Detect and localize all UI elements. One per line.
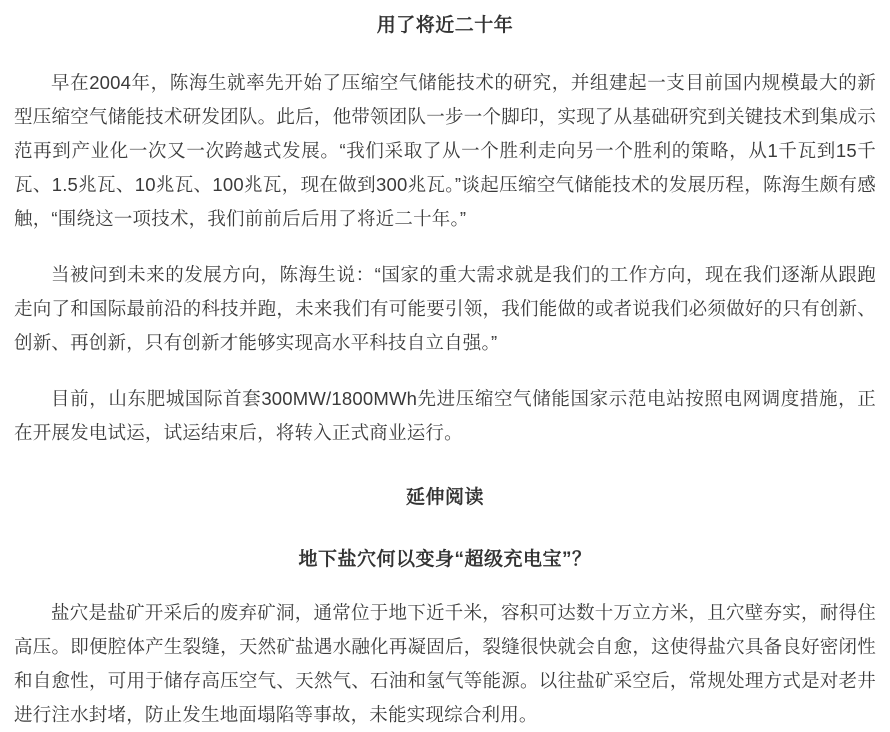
article-paragraph: 当被问到未来的发展方向，陈海生说：“国家的重大需求就是我们的工作方向，现在我们逐渐从跟跑走向了和国际最前沿的科技并跑，未来我们有可能要引领，我们能做的或者说我们必须做好的只有创新、创新、再创新，只有创新才能够实现高水平科技自立自强。” [14,264,876,353]
article-page [0,12,890,725]
spacer [14,360,876,382]
page-title: 用了将近二十年 [376,15,514,36]
article-paragraph: 盐穴是盐矿开采后的废弃矿洞，通常位于地下近千米，容积可达数十万立方米，且穴壁夯实，耐得住高压。即便腔体产生裂缝，天然矿盐遇水融化再凝固后，裂缝很快就会自愈，这使得盐穴具备良好密闭性和自愈性，可用于储存高压空气、天然气、石油和氢气等能源。以往盐矿采空后，常规处理方式是对老井进行注水封堵，防止发生地面塌陷等事故，未能实现综合利用。 [14,602,876,725]
extended-reading-heading: 延伸阅读 [405,487,484,508]
article-paragraph: 早在2004年，陈海生就率先开始了压缩空气储能技术的研究，并组建起一支目前国内规模最大的新型压缩空气储能技术研发团队。此后，他带领团队一步一个脚印，实现了从基础研究到关键技术到集成示范再到产业化一次又一次跨越式发展。“我们采取了从一个胜利走向另一个胜利的策略，从1千瓦到15千瓦、1.5兆瓦、10兆瓦、100兆瓦，现在做到300兆瓦。”谈起压缩空气储能技术的发展历程，陈海生颇有感触，“围绕这一项技术，我们前前后后用了将近二十年。” [14,72,876,229]
spacer [14,236,876,258]
article-subheading: 地下盐穴何以变身“超级充电宝”？ [298,549,592,570]
spacer [14,574,876,596]
spacer [14,40,876,66]
article-paragraph: 目前，山东肥城国际首套300MW/1800MWh先进压缩空气储能国家示范电站按照电网调度措施，正在开展发电试运，试运结束后，将转入正式商业运行。 [14,388,876,443]
